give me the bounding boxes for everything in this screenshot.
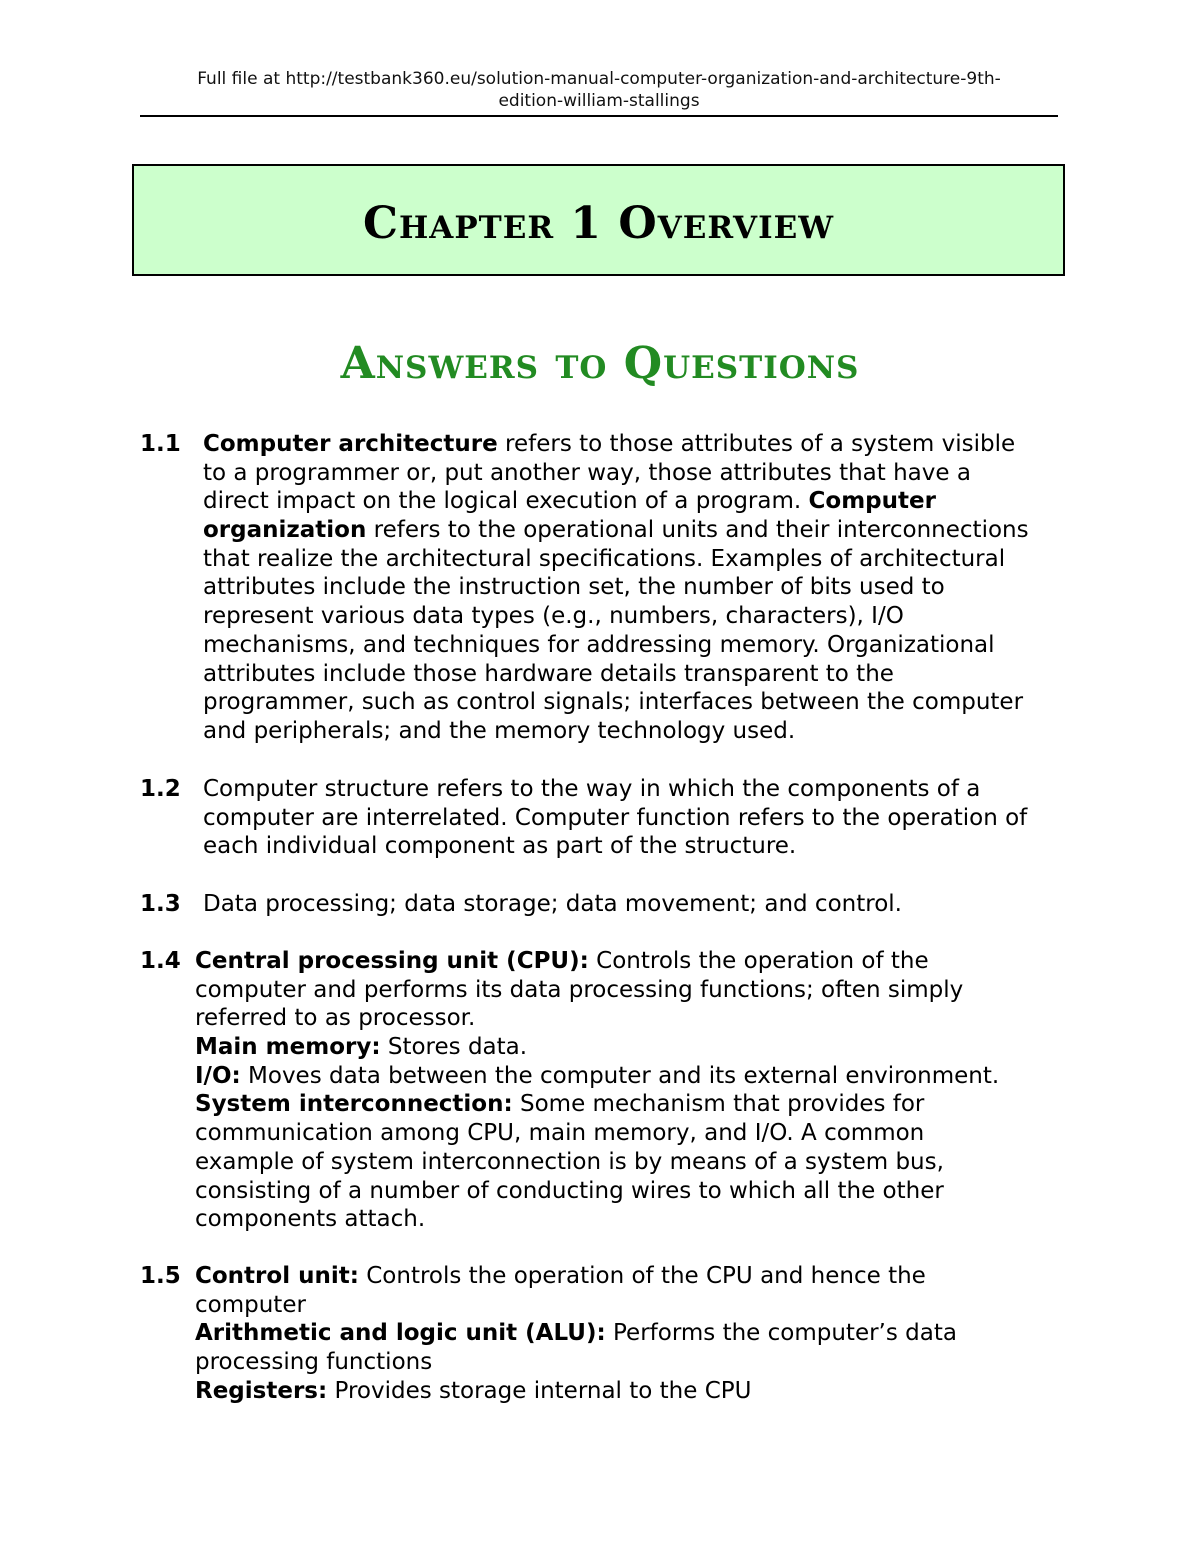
answer-line [203,717,1029,746]
answer-line-text: and peripherals; and the memory technology used. [203,717,796,744]
answer-line [203,832,1027,861]
answer-line [203,487,1029,516]
answer-number: 1.4 [140,948,181,974]
answer-line-text: Stores data. [380,1034,528,1061]
answer-line-text: each individual component as part of the structure. [203,833,797,860]
answer-line [203,545,1029,574]
answer-line-text: computer and performs its data processing functions; often simply [195,976,964,1003]
answer-line [195,1004,999,1033]
answer-line-text: direct impact on the logical execution of a program. [203,488,809,515]
section-title: Answers to Questions [340,338,860,389]
answer-line-text: processing functions [195,1349,433,1376]
answer-line-text: example of system interconnection is by means of a system bus, [195,1148,944,1175]
answer-line [203,573,1029,602]
page-header [140,68,1058,112]
bold-term: Arithmetic and logic unit (ALU): [195,1320,606,1347]
answer-line-text: programmer, such as control signals; interfaces between the computer [203,689,1024,716]
answer-line-text: represent various data types (e.g., numbers, characters), I/O [203,603,904,630]
chapter-title-box [132,164,1065,276]
answer-line [195,1062,999,1091]
answer-line [195,1291,957,1320]
answer-line-text: Controls the operation of the CPU and hence the [358,1263,926,1289]
answer-line-text: refers to the operational units and their interconnections [366,517,1029,544]
answer-text [203,890,902,919]
answer-line [195,1177,999,1206]
answer-line [203,430,1029,459]
answer-line [195,1148,999,1177]
answer-line-text: to a programmer or, put another way, those attributes that have a [203,459,971,486]
answer-text [203,430,1029,746]
answer-line-text: Some mechanism that provides for [512,1091,925,1118]
answer-line-text: Provides storage internal to the CPU [327,1377,752,1404]
bold-term: System interconnection: [195,1091,513,1118]
bold-term: Control unit: [195,1263,359,1289]
answer-number: 1.5 [140,1263,181,1289]
bold-term: Computer architecture [203,431,498,457]
answer-line [203,516,1029,545]
answer-line-text: mechanisms, and techniques for addressing memory. Organizational [203,631,995,658]
answer-line [195,1205,999,1234]
answer-line [203,602,1029,631]
answer-line [195,976,999,1005]
answer-line [203,459,1029,488]
answer-line-text: communication among CPU, main memory, and I/O. A common [195,1120,925,1147]
answer-line-text: refers to those attributes of a system visible [497,431,1016,457]
answer-line-text: Computer structure refers to the way in which the components of a [203,776,981,802]
answer-line-text: components attach. [195,1206,426,1233]
answer-line [203,631,1029,660]
answer-number: 1.1 [140,431,181,457]
answer-line-text: Performs the computer’s data [605,1320,957,1347]
answer-line [195,1090,999,1119]
answer-line [203,688,1029,717]
answer-text [203,775,1027,861]
bold-term: I/O: [195,1062,241,1089]
answer-line [203,804,1027,833]
bold-term: Central processing unit (CPU): [195,948,589,974]
answer-text [195,947,999,1234]
answer-line-text: that realize the architectural specifications. Examples of architectural [203,545,1006,572]
answer-line-text: computer [195,1291,306,1318]
answer-number: 1.3 [140,891,181,917]
bold-term: Registers: [195,1377,328,1404]
answer-line [195,1377,957,1406]
answer-line [195,1119,999,1148]
bold-term: organization [203,517,367,544]
bold-term: Main memory: [195,1034,381,1061]
answer-text [195,1262,957,1405]
bold-term: Computer [808,488,936,515]
answer-line [195,947,999,976]
header-line-2: edition-william-stallings [498,91,700,111]
answer-line [195,1319,957,1348]
answer-line-text: Data processing; data storage; data movement; and control. [203,891,902,917]
answer-line-text: attributes include the instruction set, the number of bits used to [203,574,945,601]
answer-line [203,775,1027,804]
answer-line-text: consisting of a number of conducting wires to which all the other [195,1177,944,1204]
answer-line-text: Moves data between the computer and its external environment. [240,1062,1000,1089]
answer-line [195,1348,957,1377]
header-rule [140,115,1058,117]
answer-line [195,1262,957,1291]
answer-line-text: computer are interrelated. Computer function refers to the operation of [203,804,1028,831]
answer-line-text: referred to as processor. [195,1005,476,1032]
answer-line [203,890,902,919]
answer-number: 1.2 [140,776,181,802]
answer-line [203,660,1029,689]
answer-line-text: Controls the operation of the [588,948,929,974]
chapter-title: Chapter 1 Overview [362,197,835,249]
header-line-1: Full file at http://testbank360.eu/solution-manual-computer-organization-and-architecture-9th- [197,69,1001,89]
answer-line [195,1033,999,1062]
answer-line-text: attributes include those hardware details transparent to the [203,660,894,687]
